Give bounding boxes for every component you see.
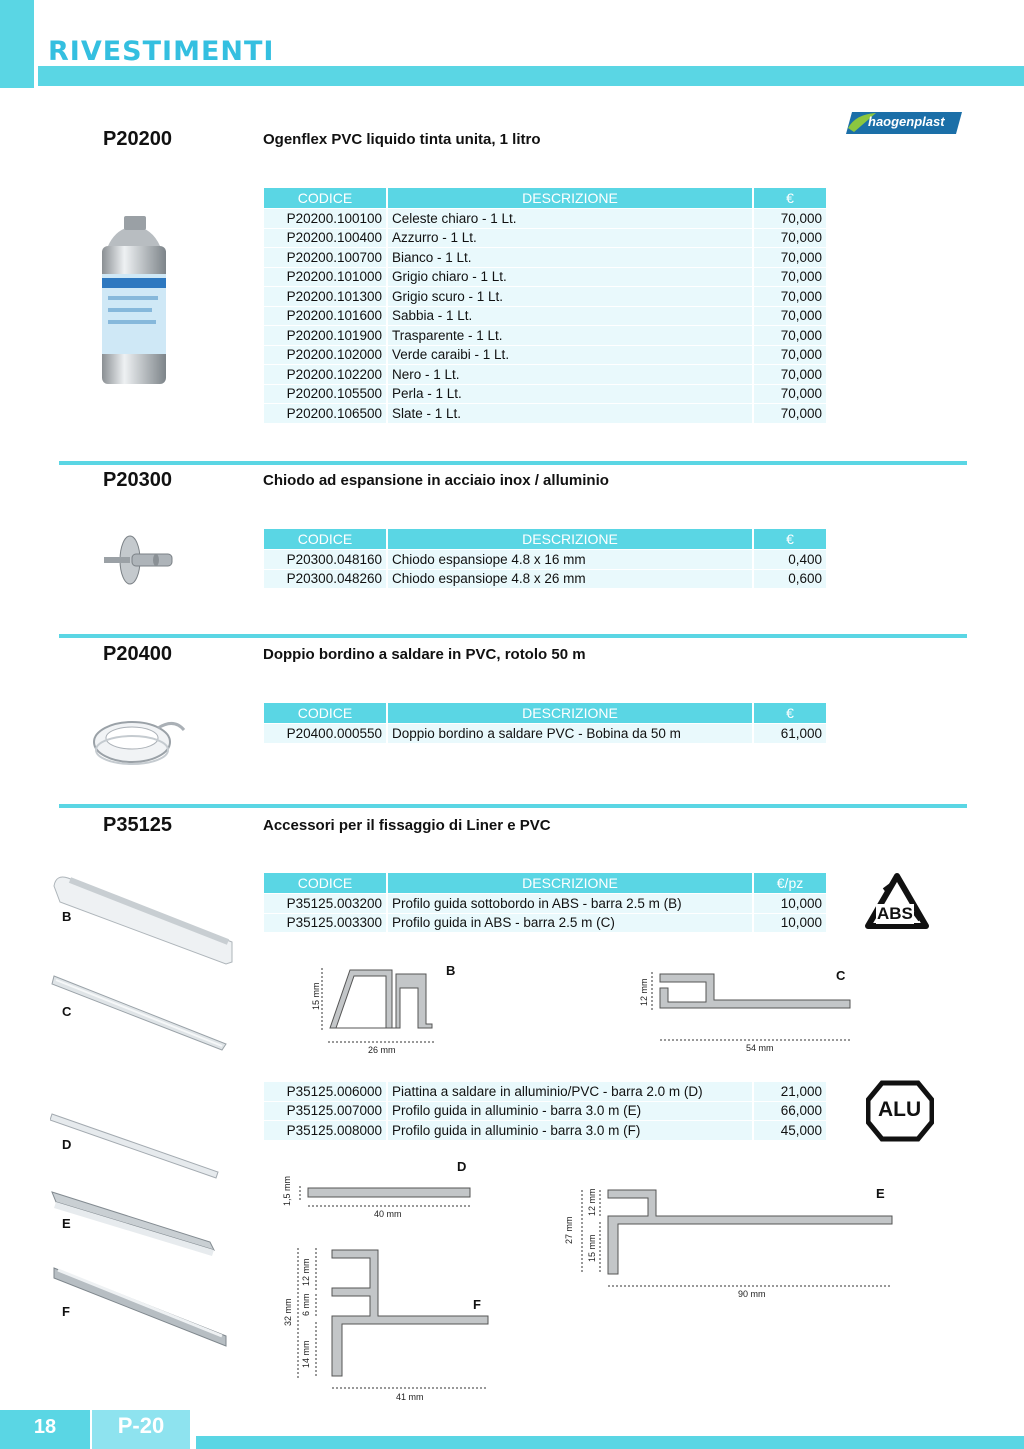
cell-code: P20200.102200 — [264, 365, 386, 384]
cell-desc: Verde caraibi - 1 Lt. — [388, 346, 752, 365]
table-row — [264, 894, 826, 913]
dim-b-width: 26 mm — [368, 1045, 396, 1055]
section-divider — [59, 804, 967, 808]
cell-price: 70,000 — [754, 287, 826, 306]
table-row — [264, 404, 826, 423]
cell-price: 10,000 — [754, 894, 826, 913]
cell-price: 70,000 — [754, 229, 826, 248]
price-table-p35125-alu — [262, 1081, 828, 1141]
cell-price: 66,000 — [754, 1102, 826, 1121]
cell-price: 70,000 — [754, 385, 826, 404]
cell-desc: Chiodo espansiope 4.8 x 16 mm — [388, 550, 752, 569]
section-code-p20300: P20300 — [103, 469, 172, 491]
header-bar — [38, 66, 1024, 86]
table-row — [264, 248, 826, 267]
cell-desc: Profilo guida in ABS - barra 2.5 m (C) — [388, 914, 752, 933]
drawing-profile-c — [630, 962, 860, 1057]
cell-code: P35125.003200 — [264, 894, 386, 913]
section-title-p20400: Doppio bordino a saldare in PVC, rotolo 50 m — [263, 646, 586, 663]
table-row — [264, 550, 826, 569]
cell-code: P35125.006000 — [264, 1082, 386, 1101]
price-table-p20200 — [262, 187, 828, 424]
cell-code: P20200.100700 — [264, 248, 386, 267]
header-accent-block — [0, 0, 34, 88]
table-row — [264, 326, 826, 345]
abs-recycling-badge — [864, 872, 930, 932]
cell-price: 70,000 — [754, 268, 826, 287]
table-row — [264, 209, 826, 228]
drawing-label-d: D — [457, 1159, 467, 1174]
table-row — [264, 385, 826, 404]
abs-label: ABS — [877, 904, 913, 923]
cell-desc: Grigio scuro - 1 Lt. — [388, 287, 752, 306]
cell-desc: Profilo guida in alluminio - barra 3.0 m (F) — [388, 1121, 752, 1140]
cell-price: 0,400 — [754, 550, 826, 569]
section-code-p20200: P20200 — [103, 128, 172, 150]
drawing-profile-f — [278, 1240, 498, 1408]
dim-e-top: 12 mm — [587, 1188, 597, 1216]
table-row — [264, 1121, 826, 1140]
dim-c-width: 54 mm — [746, 1043, 774, 1053]
dim-b-height: 15 mm — [311, 982, 321, 1010]
cell-desc: Perla - 1 Lt. — [388, 385, 752, 404]
section-divider — [59, 634, 967, 638]
cell-desc: Profilo guida in alluminio - barra 3.0 m (E) — [388, 1102, 752, 1121]
cell-desc: Doppio bordino a saldare PVC - Bobina da 50 m — [388, 724, 752, 743]
cell-price: 70,000 — [754, 248, 826, 267]
cell-price: 45,000 — [754, 1121, 826, 1140]
cell-code: P20200.106500 — [264, 404, 386, 423]
cell-desc: Profilo guida sottobordo in ABS - barra 2.5 m (B) — [388, 894, 752, 913]
dim-f-bottom: 14 mm — [301, 1340, 311, 1368]
alu-badge — [866, 1080, 934, 1142]
col-header-prezzo: € — [754, 703, 826, 723]
dim-d-height: 1,5 mm — [282, 1175, 292, 1206]
col-header-prezzo: € — [754, 529, 826, 549]
cell-desc: Slate - 1 Lt. — [388, 404, 752, 423]
table-row — [264, 724, 826, 743]
dim-f-total: 32 mm — [283, 1298, 293, 1326]
section-title-p20200: Ogenflex PVC liquido tinta unita, 1 litro — [263, 131, 541, 148]
cell-code: P20200.101300 — [264, 287, 386, 306]
table-row — [264, 287, 826, 306]
drawing-label-b: B — [446, 963, 456, 978]
col-header-descrizione: DESCRIZIONE — [388, 873, 752, 893]
cell-code: P20300.048260 — [264, 570, 386, 589]
price-table-p20300 — [262, 528, 828, 589]
cell-code: P20200.101600 — [264, 307, 386, 326]
cell-desc: Piattina a saldare in alluminio/PVC - barra 2.0 m (D) — [388, 1082, 752, 1101]
cell-price: 61,000 — [754, 724, 826, 743]
table-row — [264, 268, 826, 287]
dim-e-width: 90 mm — [738, 1289, 766, 1299]
footer-bar — [196, 1436, 1024, 1449]
dim-f-width: 41 mm — [396, 1392, 424, 1402]
section-title-p35125: Accessori per il fissaggio di Liner e PVC — [263, 817, 551, 834]
table-row — [264, 365, 826, 384]
price-table-p20400 — [262, 702, 828, 744]
cell-code: P20200.102000 — [264, 346, 386, 365]
col-header-codice: CODICE — [264, 703, 386, 723]
cell-code: P20200.105500 — [264, 385, 386, 404]
profile-photos-e-f — [50, 1186, 235, 1356]
brand-logo — [846, 110, 964, 136]
cell-desc: Nero - 1 Lt. — [388, 365, 752, 384]
brand-logo-text: haogenplast — [868, 114, 945, 129]
drawing-profile-e — [560, 1178, 900, 1303]
cell-desc: Chiodo espansiope 4.8 x 26 mm — [388, 570, 752, 589]
cell-price: 70,000 — [754, 346, 826, 365]
cell-desc: Azzurro - 1 Lt. — [388, 229, 752, 248]
liquid-pvc-can-image — [94, 216, 174, 386]
cell-price: 70,000 — [754, 209, 826, 228]
col-header-codice: CODICE — [264, 529, 386, 549]
cell-desc: Trasparente - 1 Lt. — [388, 326, 752, 345]
cell-desc: Grigio chiaro - 1 Lt. — [388, 268, 752, 287]
drawing-profile-d — [280, 1172, 480, 1222]
dim-e-bottom: 15 mm — [587, 1234, 597, 1262]
cell-code: P35125.007000 — [264, 1102, 386, 1121]
cell-code: P20400.000550 — [264, 724, 386, 743]
col-header-codice: CODICE — [264, 873, 386, 893]
page-title: RIVESTIMENTI — [48, 36, 275, 67]
cell-code: P20300.048160 — [264, 550, 386, 569]
col-header-prezzo: €/pz — [754, 873, 826, 893]
alu-label: ALU — [878, 1098, 922, 1121]
page-number: 18 — [0, 1410, 90, 1449]
table-row — [264, 229, 826, 248]
cell-code: P20200.100100 — [264, 209, 386, 228]
section-title-p20300: Chiodo ad espansione in acciaio inox / alluminio — [263, 472, 609, 489]
cell-desc: Sabbia - 1 Lt. — [388, 307, 752, 326]
col-header-prezzo: € — [754, 188, 826, 208]
section-divider — [59, 461, 967, 465]
cell-code: P20200.101900 — [264, 326, 386, 345]
drawing-label-c: C — [836, 968, 846, 983]
table-row — [264, 307, 826, 326]
expansion-nail-image — [100, 530, 180, 590]
cell-code: P35125.008000 — [264, 1121, 386, 1140]
cell-price: 0,600 — [754, 570, 826, 589]
table-row — [264, 346, 826, 365]
table-row — [264, 914, 826, 933]
section-code-p35125: P35125 — [103, 814, 172, 836]
cell-code: P20200.100400 — [264, 229, 386, 248]
cell-price: 70,000 — [754, 326, 826, 345]
col-header-codice: CODICE — [264, 188, 386, 208]
side-label-c: C — [62, 1004, 72, 1019]
cell-price: 70,000 — [754, 307, 826, 326]
cell-desc: Celeste chiaro - 1 Lt. — [388, 209, 752, 228]
drawing-label-f: F — [473, 1297, 481, 1312]
side-label-b: B — [62, 909, 72, 924]
table-row — [264, 570, 826, 589]
side-label-e: E — [62, 1216, 71, 1231]
dim-e-total: 27 mm — [564, 1216, 574, 1244]
side-label-d: D — [62, 1137, 72, 1152]
drawing-label-e: E — [876, 1186, 885, 1201]
profile-photos-b-c-d — [50, 872, 240, 1192]
cell-desc: Bianco - 1 Lt. — [388, 248, 752, 267]
table-row — [264, 1102, 826, 1121]
col-header-descrizione: DESCRIZIONE — [388, 703, 752, 723]
dim-f-mid: 6 mm — [301, 1293, 311, 1316]
cell-code: P20200.101000 — [264, 268, 386, 287]
table-row — [264, 1082, 826, 1101]
dim-f-top: 12 mm — [301, 1258, 311, 1286]
page-code: P-20 — [92, 1410, 190, 1449]
dim-d-width: 40 mm — [374, 1209, 402, 1219]
side-label-f: F — [62, 1304, 70, 1319]
pvc-welding-roll-image — [88, 700, 188, 770]
section-code-p20400: P20400 — [103, 643, 172, 665]
dim-c-height: 12 mm — [639, 978, 649, 1006]
col-header-descrizione: DESCRIZIONE — [388, 188, 752, 208]
cell-price: 70,000 — [754, 365, 826, 384]
price-table-p35125-abs — [262, 872, 828, 933]
col-header-descrizione: DESCRIZIONE — [388, 529, 752, 549]
cell-code: P35125.003300 — [264, 914, 386, 933]
cell-price: 10,000 — [754, 914, 826, 933]
cell-price: 21,000 — [754, 1082, 826, 1101]
cell-price: 70,000 — [754, 404, 826, 423]
